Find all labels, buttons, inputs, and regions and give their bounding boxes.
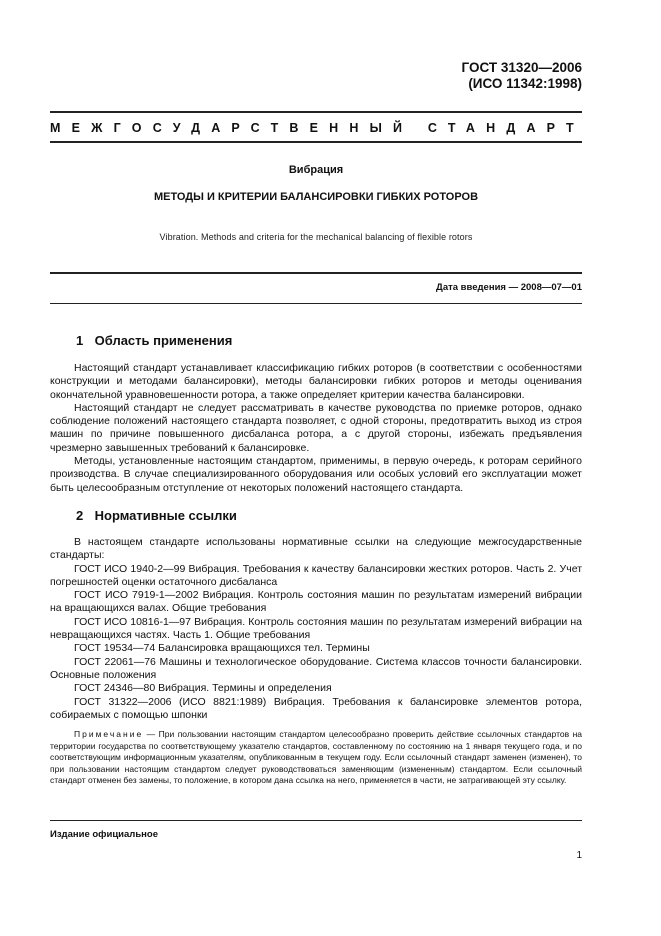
- section-1-body: [50, 362, 582, 495]
- document-title: МЕТОДЫ И КРИТЕРИИ БАЛАНСИРОВКИ ГИБКИХ РОТОРОВ: [153, 191, 479, 203]
- gost-number: ГОСТ 31320—2006: [461, 60, 582, 75]
- page-number: 1: [576, 850, 582, 861]
- section-2-heading: [76, 508, 237, 523]
- footer-rule: [50, 820, 582, 821]
- official-edition-label: Издание официальное: [50, 829, 158, 840]
- note-text: — При пользовании настоящим стандартом целесообразно проверить действие ссылочных стандартов на территории государства по соответствующему указателю стандартов, составленному по состоянию на 1 января текущего года, и по соответствующим информационным указателям, опубликованным в текущем году. Если ссылочный стандарт заменен (изменен), то при пользовании настоящим стандартом следует руководствоваться заменяющим (измененным) стандартом. Если ссылочный стандарт отменен без замены, то положение, в котором дана ссылка на него, применяется в части, не затрагивающей эту ссылку.: [50, 729, 582, 786]
- section-2-body: [50, 536, 582, 722]
- section-number: 2: [76, 508, 84, 523]
- note: [50, 729, 582, 787]
- introduction-date: Дата введения — 2008—07—01: [436, 282, 582, 293]
- interstate-standard-banner: МЕЖГОСУДАРСТВЕННЫЙ СТАНДАРТ: [50, 121, 585, 135]
- reference-item: ГОСТ ИСО 7919-1—2002 Вибрация. Контроль состояния машин по результатам измерений вибрации на вращающихся валах. Общие требования: [50, 589, 582, 615]
- section-title: Нормативные ссылки: [94, 508, 237, 523]
- paragraph: Методы, установленные настоящим стандартом, применимы, в первую очередь, к роторам серийного производства. В случае специализированного оборудования или особых условий его эксплуатации может быть целесообразным отступление от некоторых положений настоящего стандарта.: [50, 455, 582, 494]
- paragraph: В настоящем стандарте использованы нормативные ссылки на следующие межгосударственные стандарты:: [50, 536, 582, 562]
- paragraph: Настоящий стандарт устанавливает классификацию гибких роторов (в соответствии с особенностями конструкции и методами балансировки), методы балансировки гибких роторов и методы оценивания окончательной уравновешенности ротора, а также определяет критерии качества балансировки.: [50, 362, 582, 401]
- top-rule: [50, 111, 582, 113]
- reference-item: ГОСТ 24346—80 Вибрация. Термины и определения: [74, 682, 332, 695]
- note-label: Примечание: [74, 729, 144, 739]
- section-number: 1: [76, 333, 84, 348]
- reference-item: ГОСТ 31322—2006 (ИСО 8821:1989) Вибрация. Требования к балансировке элементов ротора, собираемых с помощью шпонки: [50, 695, 582, 721]
- reference-item: ГОСТ 19534—74 Балансировка вращающихся тел. Термины: [74, 642, 370, 655]
- document-title-english: Vibration. Methods and criteria for the mechanical balancing of flexible rotors: [159, 232, 473, 242]
- standard-subject: Вибрация: [288, 164, 344, 176]
- note-block: [50, 729, 582, 787]
- reference-item: ГОСТ ИСО 1940-2—99 Вибрация. Требования к качеству балансировки жестких роторов. Часть 2. Учет погрешностей оценки остаточного дисбаланса: [50, 562, 582, 588]
- reference-item: ГОСТ 22061—76 Машины и технологическое оборудование. Система классов точности балансировки. Основные положения: [50, 655, 582, 681]
- section-title: Область применения: [94, 333, 233, 348]
- iso-number: (ИСО 11342:1998): [468, 76, 582, 91]
- date-rule: [50, 303, 582, 304]
- paragraph: Настоящий стандарт не следует рассматривать в качестве руководства по приемке роторов, однако соблюдение положений настоящего стандарта позволяет, с одной стороны, предотвратить выход из строя машин по причине повышенного дисбаланса ротора, а с другой стороны, избежать предъявления чрезмерно завышенных требований к балансировке.: [50, 401, 582, 454]
- standard-code: [462, 60, 582, 92]
- title-rule: [50, 272, 582, 274]
- section-1-heading: [76, 333, 232, 348]
- banner-rule: [50, 141, 582, 143]
- reference-item: ГОСТ ИСО 10816-1—97 Вибрация. Контроль состояния машин по результатам измерений вибрации на невращающихся частях. Часть 1. Общие требования: [50, 615, 582, 642]
